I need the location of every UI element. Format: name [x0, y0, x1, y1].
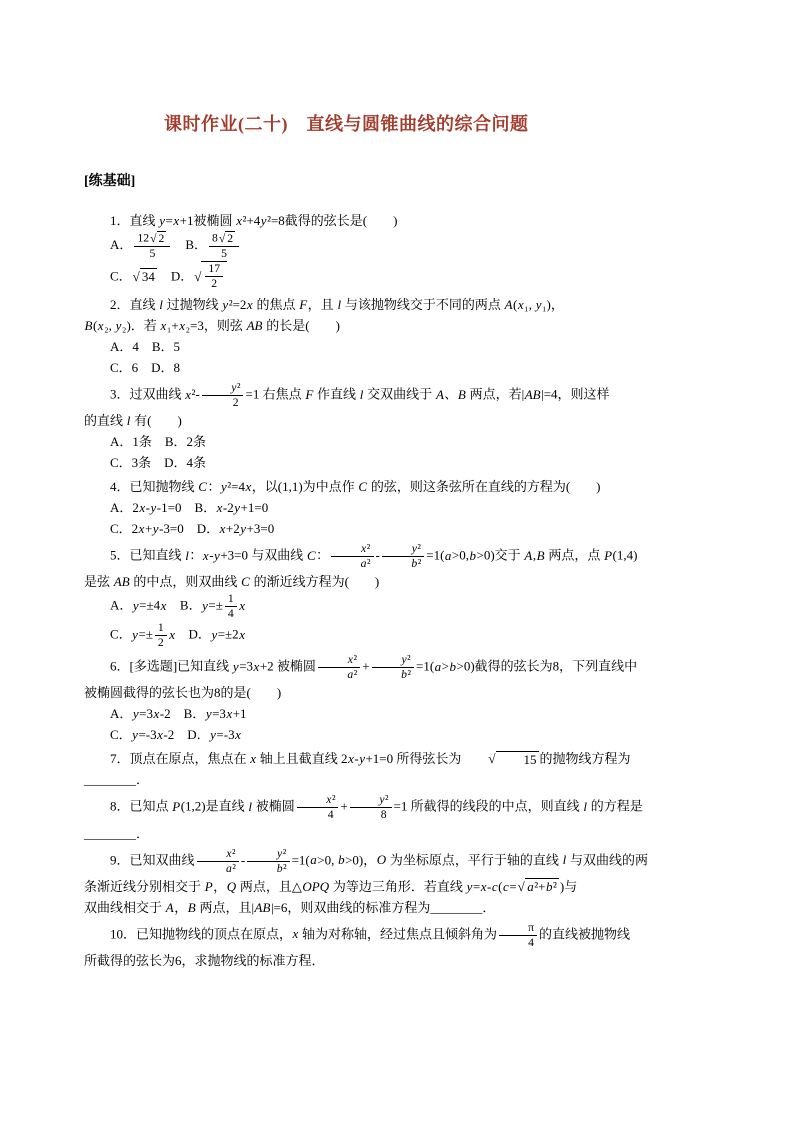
question-4 — [84, 476, 710, 539]
q7-answer-blank: ________． — [84, 772, 150, 788]
q3-options-cd: C．3条 D．4条 — [110, 455, 207, 471]
q9-stem-line2: 条渐近线分别相交于 P，Q 两点，且△OPQ 为等边三角形．若直线 y=x-c(c= √ a²+b² )与 — [84, 878, 578, 894]
q7-stem: 7．顶点在原点，焦点在 x 轴上且截直线 2x-y+1=0 所得弦长为 √ 15 的抛物线方程为 — [110, 751, 631, 767]
q8-stem: 8．已知点 P(1,2)是直线 l 被椭圆 $\frac{\text{x²}}{4}$ + $\frac{\text{y²}}{8}$ =1 所截得的线段的中点，则直线 l 的方程是 — [110, 793, 643, 822]
q8-answer-blank: ________． — [84, 825, 150, 841]
q6-stem-line2: 被椭圆截得的弦长也为8的是( ) — [84, 685, 282, 701]
question-3 — [84, 381, 710, 473]
q5-options-cd: C．y=± $\frac{1}{2}$ x D．y=±2x — [110, 621, 245, 650]
q1-options-cd: C． √ 34 D． √ $\frac{17}{2}$ — [84, 261, 710, 291]
q2-stem-line2: B(x₂, y₂)．若 x₁+x₂=3，则弦 AB 的长是( ) — [84, 318, 340, 334]
q6-options-ab: A．y=3x-2 B．y=3x+1 — [110, 706, 247, 722]
q9-stem-line1: 9．已知双曲线 $\frac{\text{x²}}{\text{a²}}$ - $\frac{\text{y²}}{\text{b²}}$ =1(a>0, b>0)，O 为坐标原点，平行于轴的直线 l 与双曲线的两 — [110, 846, 649, 875]
question-7 — [84, 748, 710, 790]
q1-stem: 1．直线 y=x+1被椭圆 x²+4y²=8截得的弦长是( ) — [110, 213, 398, 228]
q9-stem-line3: 双曲线相交于 A，B 两点，且|AB|=6，则双曲线的标准方程为________． — [84, 899, 496, 915]
q4-options-ab: A．2x-y-1=0 B．x-2y+1=0 — [110, 500, 269, 516]
q2-options-cd: C．6 D．8 — [110, 360, 181, 376]
q3-options-ab: A．1条 B．2条 — [110, 434, 207, 450]
q5-stem-line1: 5．已知直线 l：x-y+3=0 与双曲线 C： $\frac{\text{x²}}{\text{a²}}$ - $\frac{\text{y²}}{\text{b²}}$ =1(a>0,b>0)交于 A,B 两点，点 P(1,4) — [110, 542, 638, 571]
q3-stem-line1: 3．过双曲线 x²- $\frac{\text{y²}}{2}$ =1 右焦点 F 作直线 l 交双曲线于 A、B 两点，若|AB|=4，则这样 — [110, 381, 610, 410]
q10-stem-line2: 所截得的弦长为6，求抛物线的标准方程． — [84, 952, 325, 968]
question-1 — [84, 210, 710, 291]
q2-options-ab: A．4 B．5 — [110, 339, 181, 355]
question-10 — [84, 921, 710, 971]
page-title: 课时作业(二十) 直线与圆锥曲线的综合问题 — [164, 114, 529, 134]
q5-options-ab: A．y=±4x B．y=± $\frac{1}{4}$ x — [110, 592, 245, 621]
question-9 — [84, 847, 710, 918]
question-6 — [84, 653, 710, 745]
q5-stem-line2: 是弦 AB 的中点，则双曲线 C 的渐近线方程为( ) — [84, 574, 380, 590]
q4-options-cd: C．2x+y-3=0 D．x+2y+3=0 — [110, 521, 275, 537]
question-2 — [84, 294, 710, 378]
q3-stem-line2: 的直线 l 有( ) — [84, 413, 182, 429]
q4-stem: 4．已知抛物线 C：y²=4x，以(1,1)为中点作 C 的弦，则这条弦所在直线的方程为( ) — [110, 479, 601, 495]
question-5 — [84, 542, 710, 650]
question-8 — [84, 793, 710, 843]
q6-options-cd: C．y=-3x-2 D．y=-3x — [110, 727, 241, 743]
q2-stem-line1: 2．直线 l 过抛物线 y²=2x 的焦点 F，且 l 与该抛物线交于不同的两点 A(x₁, y₁)， — [110, 297, 564, 313]
q6-stem-line1: 6．[多选题]已知直线 y=3x+2 被椭圆 $\frac{\text{x²}}{\text{a²}}$ + $\frac{\text{y²}}{\text{b²}}$ =1(a>b>0)截得的弦长为8，下列直线中 — [110, 653, 638, 682]
q10-stem-line1: 10．已知抛物线的顶点在原点，x 轴为对称轴，经过焦点且倾斜角为 $\frac{\pi}{4}$ 的直线被抛物线 — [110, 920, 630, 949]
q1-options-ab: A． 12 √ 2 5 B． 8 √ 2 5 — [84, 231, 710, 261]
section-label: [练基础] — [84, 174, 136, 189]
